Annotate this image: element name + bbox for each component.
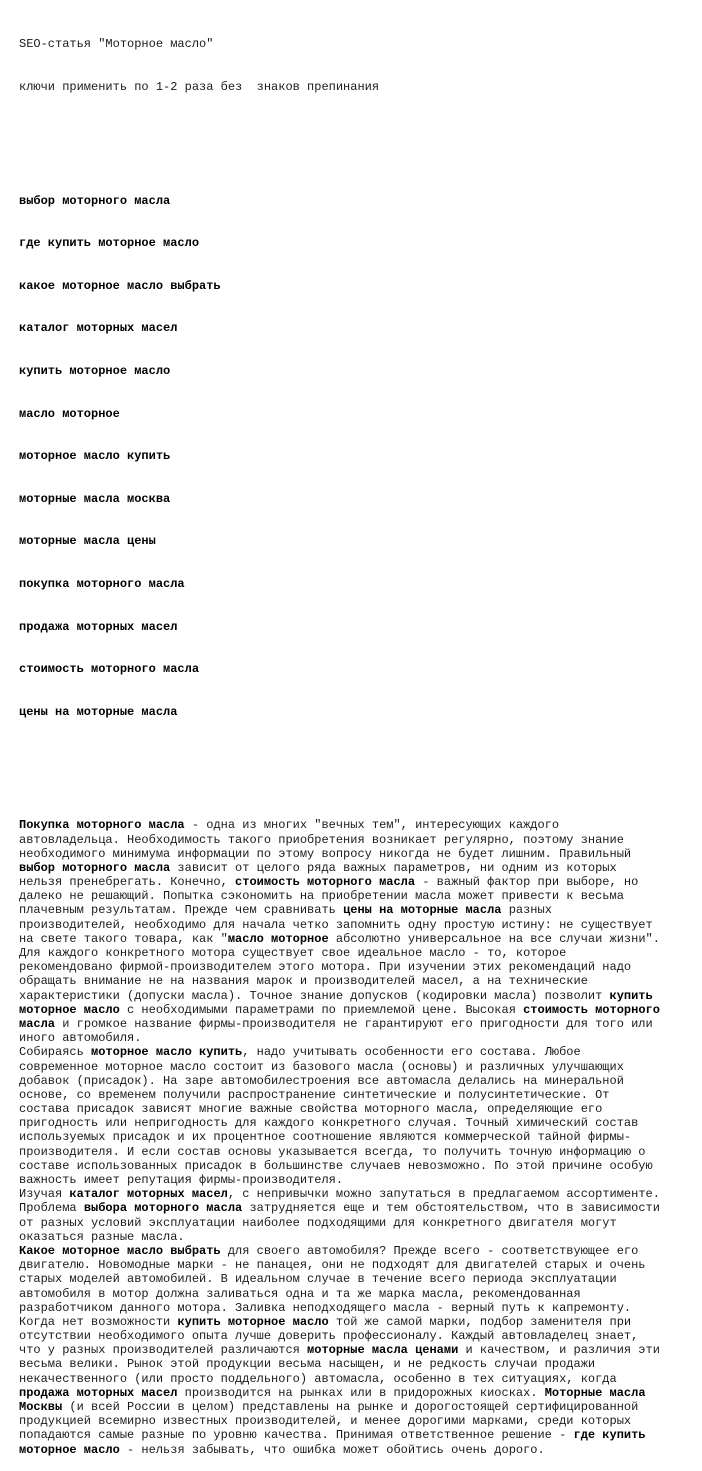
keyword-highlight: Покупка моторного масла <box>19 818 185 833</box>
text-segment: - одна из многих "вечных тем", интересующих каждого <box>184 818 560 833</box>
text-segment: производителя. И если состав основы указывается всегда, то получить точную информацию о <box>19 1144 646 1159</box>
keyword-item: моторные масла цены <box>19 534 156 549</box>
article-line <box>19 1201 660 1215</box>
article-line <box>19 1357 660 1371</box>
text-segment: Собираясь <box>19 1045 92 1060</box>
article-line <box>19 1088 660 1102</box>
document-title: SEO-статья "Моторное масло" <box>19 37 214 52</box>
text-segment: , надо учитывать особенности его состава. Любое <box>242 1045 581 1060</box>
keyword-highlight: выбора моторного масла <box>83 1201 243 1216</box>
text-segment: добавок (присадок). На заре автомобилестроения все автомасла делались на минеральной <box>19 1073 624 1088</box>
text-segment: , с непривычки можно запутаться в предлагаемом ассортименте. <box>227 1187 660 1202</box>
article-line <box>19 1343 660 1357</box>
keyword-highlight: купить <box>609 988 653 1003</box>
text-segment: характеристики (допуски масла). Точное знание допусков (кодировки масла) позволит <box>19 988 610 1003</box>
keyword-list <box>19 165 660 747</box>
keyword-highlight: стоимость моторного масла <box>235 875 416 890</box>
keyword-item: где купить моторное масло <box>19 236 200 251</box>
text-segment: той же самой марки, подбор заменителя при <box>328 1314 632 1329</box>
text-segment: иного автомобиля. <box>19 1031 142 1046</box>
article-line <box>19 1287 660 1301</box>
text-segment: автовладельца. Необходимость такого приобретения возникает регулярно, поэтому знание <box>19 832 624 847</box>
spacer <box>19 123 660 137</box>
keyword-item: стоимость моторного масла <box>19 662 200 677</box>
article-line <box>19 1173 660 1187</box>
article-line <box>19 1031 660 1045</box>
keyword-highlight: цены на моторные масла <box>343 903 502 918</box>
article-line <box>19 1230 660 1244</box>
article-line <box>19 946 660 960</box>
text-segment: затрудняется еще и тем обстоятельством, что в зависимости <box>242 1201 660 1216</box>
text-segment: попадаются самые разные по уровню качества. Принимая ответственное решение - <box>19 1428 574 1443</box>
text-segment: пригодность или непригодность для каждого конкретного случая. Точный химический состав <box>19 1116 639 1131</box>
article-line <box>19 861 660 875</box>
keyword-highlight: продажа моторных масел <box>19 1385 178 1400</box>
article-line <box>19 918 660 932</box>
text-segment: Когда нет возможности <box>19 1314 178 1329</box>
keyword-highlight: Моторные масла <box>544 1385 646 1400</box>
article-line <box>19 1187 660 1201</box>
keyword-highlight: масло моторное <box>227 931 329 946</box>
article-line <box>19 875 660 889</box>
keyword-item: моторные масла москва <box>19 491 171 506</box>
text-segment: весьма велики. Рынок этой продукции весьма насыщен, и не редкость случаи продажи <box>19 1357 596 1372</box>
article-line <box>19 1102 660 1116</box>
text-segment: от разных условий эксплуатации наиболее подходящими для конкретного двигателя могут <box>19 1215 617 1230</box>
keyword-item: покупка моторного масла <box>19 576 185 591</box>
article-line <box>19 1258 660 1272</box>
text-segment: (и всей России в целом) представлены на рынке и дорогостоящей сертифицированной <box>62 1400 639 1414</box>
keyword-highlight: стоимость моторного <box>523 1002 660 1017</box>
keyword-highlight: Москвы <box>19 1400 63 1414</box>
article-line <box>19 1159 660 1173</box>
article-line <box>19 1045 660 1059</box>
article-line <box>19 1329 660 1343</box>
text-segment: абсолютно универсальное на все случаи жизни". <box>328 931 660 946</box>
article-line <box>19 932 660 946</box>
article-line <box>19 1130 660 1144</box>
text-segment: рекомендовано фирмой-производителем этого мотора. При изучении этих рекомендаций надо <box>19 960 632 975</box>
text-segment: обращать внимание не на названия марок и производителей масел, а на технические <box>19 974 588 989</box>
article-line <box>19 989 660 1003</box>
keyword-item: масло моторное <box>19 406 120 421</box>
article-line <box>19 1372 660 1386</box>
article-line <box>19 1301 660 1315</box>
article-line <box>19 833 660 847</box>
article-line <box>19 1272 660 1286</box>
text-segment: что у разных производителей различаются <box>19 1343 308 1358</box>
article-line <box>19 1074 660 1088</box>
text-segment: плачевным результатам. Прежде чем сравнивать <box>19 903 344 918</box>
article-line <box>19 974 660 988</box>
text-segment: старых моделей автомобилей. В идеальном случае в течение всего периода эксплуатации <box>19 1272 617 1287</box>
spacer <box>19 776 660 790</box>
article-line <box>19 847 660 861</box>
keyword-item: купить моторное масло <box>19 363 171 378</box>
article-line <box>19 1386 660 1400</box>
document-instruction: ключи применить по 1-2 раза без знаков препинания <box>19 80 380 94</box>
article-line <box>19 1145 660 1159</box>
article-line <box>19 1060 660 1074</box>
keyword-highlight: моторное масло <box>19 1442 120 1457</box>
text-segment: Проблема <box>19 1201 84 1216</box>
keyword-highlight: каталог моторных масел <box>69 1187 228 1202</box>
text-segment: некачественного (или просто поддельного) автомасла, особенно в тех ситуациях, когда <box>19 1371 617 1386</box>
text-segment: основе, со временем получили распространение синтетические и полусинтетические. От <box>19 1087 610 1102</box>
text-segment: составе использованных присадок в большинстве случаев невозможно. По этой причине особую <box>19 1158 653 1173</box>
text-segment: двигателю. Новомодные марки - не панацея, они не подходят для двигателей старых и очень <box>19 1258 646 1273</box>
text-segment: современное моторное масло состоит из базового масла (основы) и различных улучшающих <box>19 1059 624 1074</box>
article-line <box>19 1017 660 1031</box>
keyword-highlight: моторное масло <box>19 1002 120 1017</box>
article-line <box>19 1414 660 1428</box>
keyword-item: моторное масло купить <box>19 449 171 464</box>
article-line <box>19 1116 660 1130</box>
article-line <box>19 1244 660 1258</box>
article-text <box>19 818 660 1456</box>
text-segment: Изучая <box>19 1187 70 1202</box>
text-segment: и громкое название фирмы-производителя не гарантируют его пригодности для того или <box>55 1016 653 1031</box>
text-segment: далеко не решающий. Попытка сэкономить на приобретении масла может привести к весьма <box>19 889 624 904</box>
article-line <box>19 1003 660 1017</box>
keyword-item: каталог моторных масел <box>19 321 178 336</box>
keyword-highlight: моторные масла ценами <box>307 1343 459 1358</box>
article-line <box>19 1428 660 1442</box>
keyword-highlight: выбор моторного масла <box>19 860 171 875</box>
keyword-highlight: купить моторное масло <box>177 1314 329 1329</box>
text-segment: используемых присадок и их процентное соотношение являются коммерческой тайной фирмы- <box>19 1130 632 1145</box>
keyword-highlight: где купить <box>573 1428 646 1443</box>
keyword-item: цены на моторные масла <box>19 704 178 719</box>
text-segment: продукцией всемирно известных производителей, и менее дорогими марками, среди которых <box>19 1414 632 1429</box>
keyword-item: выбор моторного масла <box>19 193 171 208</box>
text-segment: на свете такого товара, как " <box>19 931 228 946</box>
text-segment: важность имеет репутация фирмы-производителя. <box>19 1173 344 1187</box>
text-segment: необходимого минимума информации по этому вопросу никогда не будет лишним. Правильный <box>19 846 632 861</box>
text-segment: производится на рынках или в придорожных киосках. <box>177 1385 545 1400</box>
keyword-highlight: масла <box>19 1016 56 1031</box>
text-segment: - нельзя забывать, что ошибка может обойтись очень дорого. <box>119 1442 545 1457</box>
keyword-highlight: Какое моторное масло выбрать <box>19 1243 221 1258</box>
article-line <box>19 903 660 917</box>
text-segment: разных <box>501 903 552 918</box>
article-line <box>19 889 660 903</box>
article-line <box>19 818 660 832</box>
article-line <box>19 1216 660 1230</box>
text-segment: автомобиля в мотор должна заливаться одна и та же марка масла, рекомендованная <box>19 1286 581 1301</box>
text-segment: состава присадок зависят многие важные свойства моторного масла, определяющие его <box>19 1102 603 1117</box>
article-line <box>19 960 660 974</box>
text-segment: - важный фактор при выборе, но <box>415 875 639 890</box>
text-segment: отсутствии необходимого опыта лучше доверить профессионалу. Каждый автовладелец знает, <box>19 1329 639 1344</box>
text-segment: и качеством, и различия эти <box>458 1343 660 1358</box>
document-body <box>19 9 660 1471</box>
keyword-highlight: моторное масло купить <box>91 1045 243 1060</box>
article-line <box>19 1443 660 1457</box>
text-segment: Для каждого конкретного мотора существует свое идеальное масло - то, которое <box>19 946 567 960</box>
text-segment: нельзя пренебрегать. Конечно, <box>19 875 236 890</box>
text-segment: производителей, необходимо для начала четко запомнить одну простую истину: не существует <box>19 917 653 932</box>
text-segment: для своего автомобиля? Прежде всего - соответствующее его <box>220 1243 639 1258</box>
text-segment: оказаться разные масла. <box>19 1229 185 1244</box>
text-segment: с необходимыми параметрами по приемлемой цене. Высокая <box>119 1002 524 1017</box>
text-segment: разработчиком данного мотора. Заливка неподходящего масла - верный путь к капремонту. <box>19 1300 632 1315</box>
keyword-item: какое моторное масло выбрать <box>19 278 221 293</box>
article-line <box>19 1400 660 1414</box>
text-segment: зависит от целого ряда важных параметров, ни одним из которых <box>170 860 617 875</box>
article-line <box>19 1315 660 1329</box>
keyword-item: продажа моторных масел <box>19 619 178 634</box>
